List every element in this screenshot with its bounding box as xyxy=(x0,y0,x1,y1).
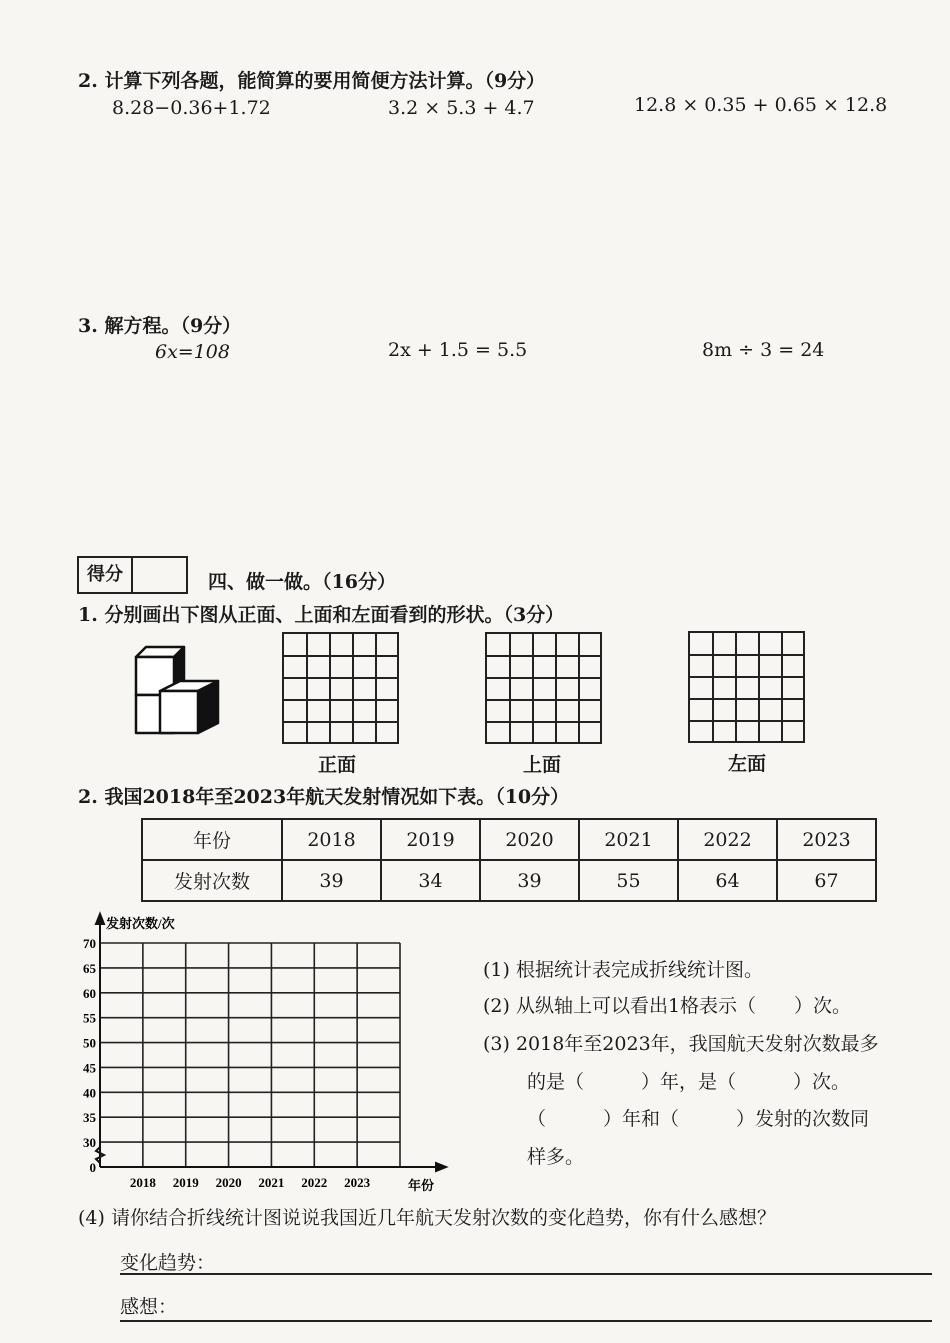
cube-figure xyxy=(128,645,228,740)
x-tick-label: 2021 xyxy=(258,1175,285,1190)
y-tick-label: 40 xyxy=(83,1085,96,1101)
table-cell: 2023 xyxy=(777,819,876,860)
s4-q1-title: 1. 分别画出下图从正面、上面和左面看到的形状。（3分） xyxy=(78,604,565,626)
section4-title: 四、做一做。（16分） xyxy=(208,571,396,593)
table-cell: 55 xyxy=(579,860,678,901)
top-view-grid[interactable] xyxy=(485,632,602,744)
front-view-grid[interactable] xyxy=(282,632,399,744)
y-tick-label: 30 xyxy=(83,1135,96,1151)
feeling-answer-line[interactable] xyxy=(120,1320,932,1322)
y-tick-label: 45 xyxy=(83,1060,96,1076)
sub-question-3b: 的是（ ）年，是（ ）次。 xyxy=(527,1071,851,1093)
front-view-label: 正面 xyxy=(318,754,357,776)
trend-answer-line[interactable] xyxy=(120,1273,932,1275)
table-cell: 2022 xyxy=(678,819,777,860)
launch-table xyxy=(141,818,877,902)
y-tick-label: 0 xyxy=(89,1160,96,1175)
x-tick-label: 2023 xyxy=(344,1175,371,1190)
x-tick-label: 2022 xyxy=(301,1175,328,1190)
x-tick-label: 2019 xyxy=(172,1175,199,1190)
sub-question-3a: (3) 2018年至2023年，我国航天发射次数最多 xyxy=(483,1033,879,1055)
sub-question-2: (2) 从纵轴上可以看出1格表示（ ）次。 xyxy=(483,995,852,1017)
q2-title: 2. 计算下列各题，能简算的要用简便方法计算。（9分） xyxy=(78,70,546,92)
x-tick-label: 2020 xyxy=(215,1175,242,1190)
table-cell: 67 xyxy=(777,860,876,901)
q3-eq-3: 8m ÷ 3 = 24 xyxy=(702,339,825,361)
score-box[interactable] xyxy=(77,556,188,594)
q2-expr-1: 8.28−0.36+1.72 xyxy=(112,97,271,119)
table-header-year: 年份 xyxy=(142,819,282,860)
table-cell: 2021 xyxy=(579,819,678,860)
score-label: 得分 xyxy=(79,558,133,592)
q3-title: 3. 解方程。（9分） xyxy=(78,315,242,337)
table-cell: 2018 xyxy=(282,819,381,860)
left-view-grid[interactable] xyxy=(688,631,805,743)
y-tick-label: 65 xyxy=(83,960,96,976)
q2-expr-3: 12.8 × 0.35 + 0.65 × 12.8 xyxy=(634,94,888,116)
sub-question-3c: （ ）年和（ ）发射的次数同 xyxy=(527,1108,870,1130)
table-cell: 2020 xyxy=(480,819,579,860)
feeling-label: 感想： xyxy=(120,1296,178,1318)
q3-eq-1: 6x=108 xyxy=(155,341,230,363)
y-tick-label: 50 xyxy=(83,1035,96,1051)
sub-question-3d: 样多。 xyxy=(527,1146,585,1168)
y-axis-arrow xyxy=(96,914,104,924)
y-tick-label: 35 xyxy=(83,1110,96,1126)
top-view-label: 上面 xyxy=(523,754,562,776)
q3-eq-2: 2x + 1.5 = 5.5 xyxy=(388,339,528,361)
table-cell: 2019 xyxy=(381,819,480,860)
x-axis-label: 年份 xyxy=(408,1178,435,1193)
table-cell: 39 xyxy=(282,860,381,901)
y-tick-label: 70 xyxy=(83,936,96,951)
x-axis-arrow xyxy=(436,1163,446,1171)
q2-expr-2: 3.2 × 5.3 + 4.7 xyxy=(388,97,535,119)
y-axis-label: 发射次数/次 xyxy=(106,916,175,931)
y-tick-label: 55 xyxy=(83,1010,96,1026)
table-cell: 39 xyxy=(480,860,579,901)
x-tick-label: 2018 xyxy=(129,1175,156,1190)
sub-question-4: (4) 请你结合折线统计图说说我国近几年航天发射次数的变化趋势，你有什么感想？ xyxy=(78,1207,776,1229)
table-row-years xyxy=(142,819,876,860)
left-view-label: 左面 xyxy=(728,753,767,775)
table-header-count: 发射次数 xyxy=(142,860,282,901)
table-cell: 64 xyxy=(678,860,777,901)
table-row-counts xyxy=(142,860,876,901)
trend-label: 变化趋势： xyxy=(120,1252,216,1274)
y-tick-label: 60 xyxy=(83,985,96,1001)
s4-q2-title: 2. 我国2018年至2023年航天发射情况如下表。（10分） xyxy=(78,786,570,808)
table-cell: 34 xyxy=(381,860,480,901)
sub-question-1: (1) 根据统计表完成折线统计图。 xyxy=(483,959,763,981)
line-chart[interactable] xyxy=(60,910,460,1200)
